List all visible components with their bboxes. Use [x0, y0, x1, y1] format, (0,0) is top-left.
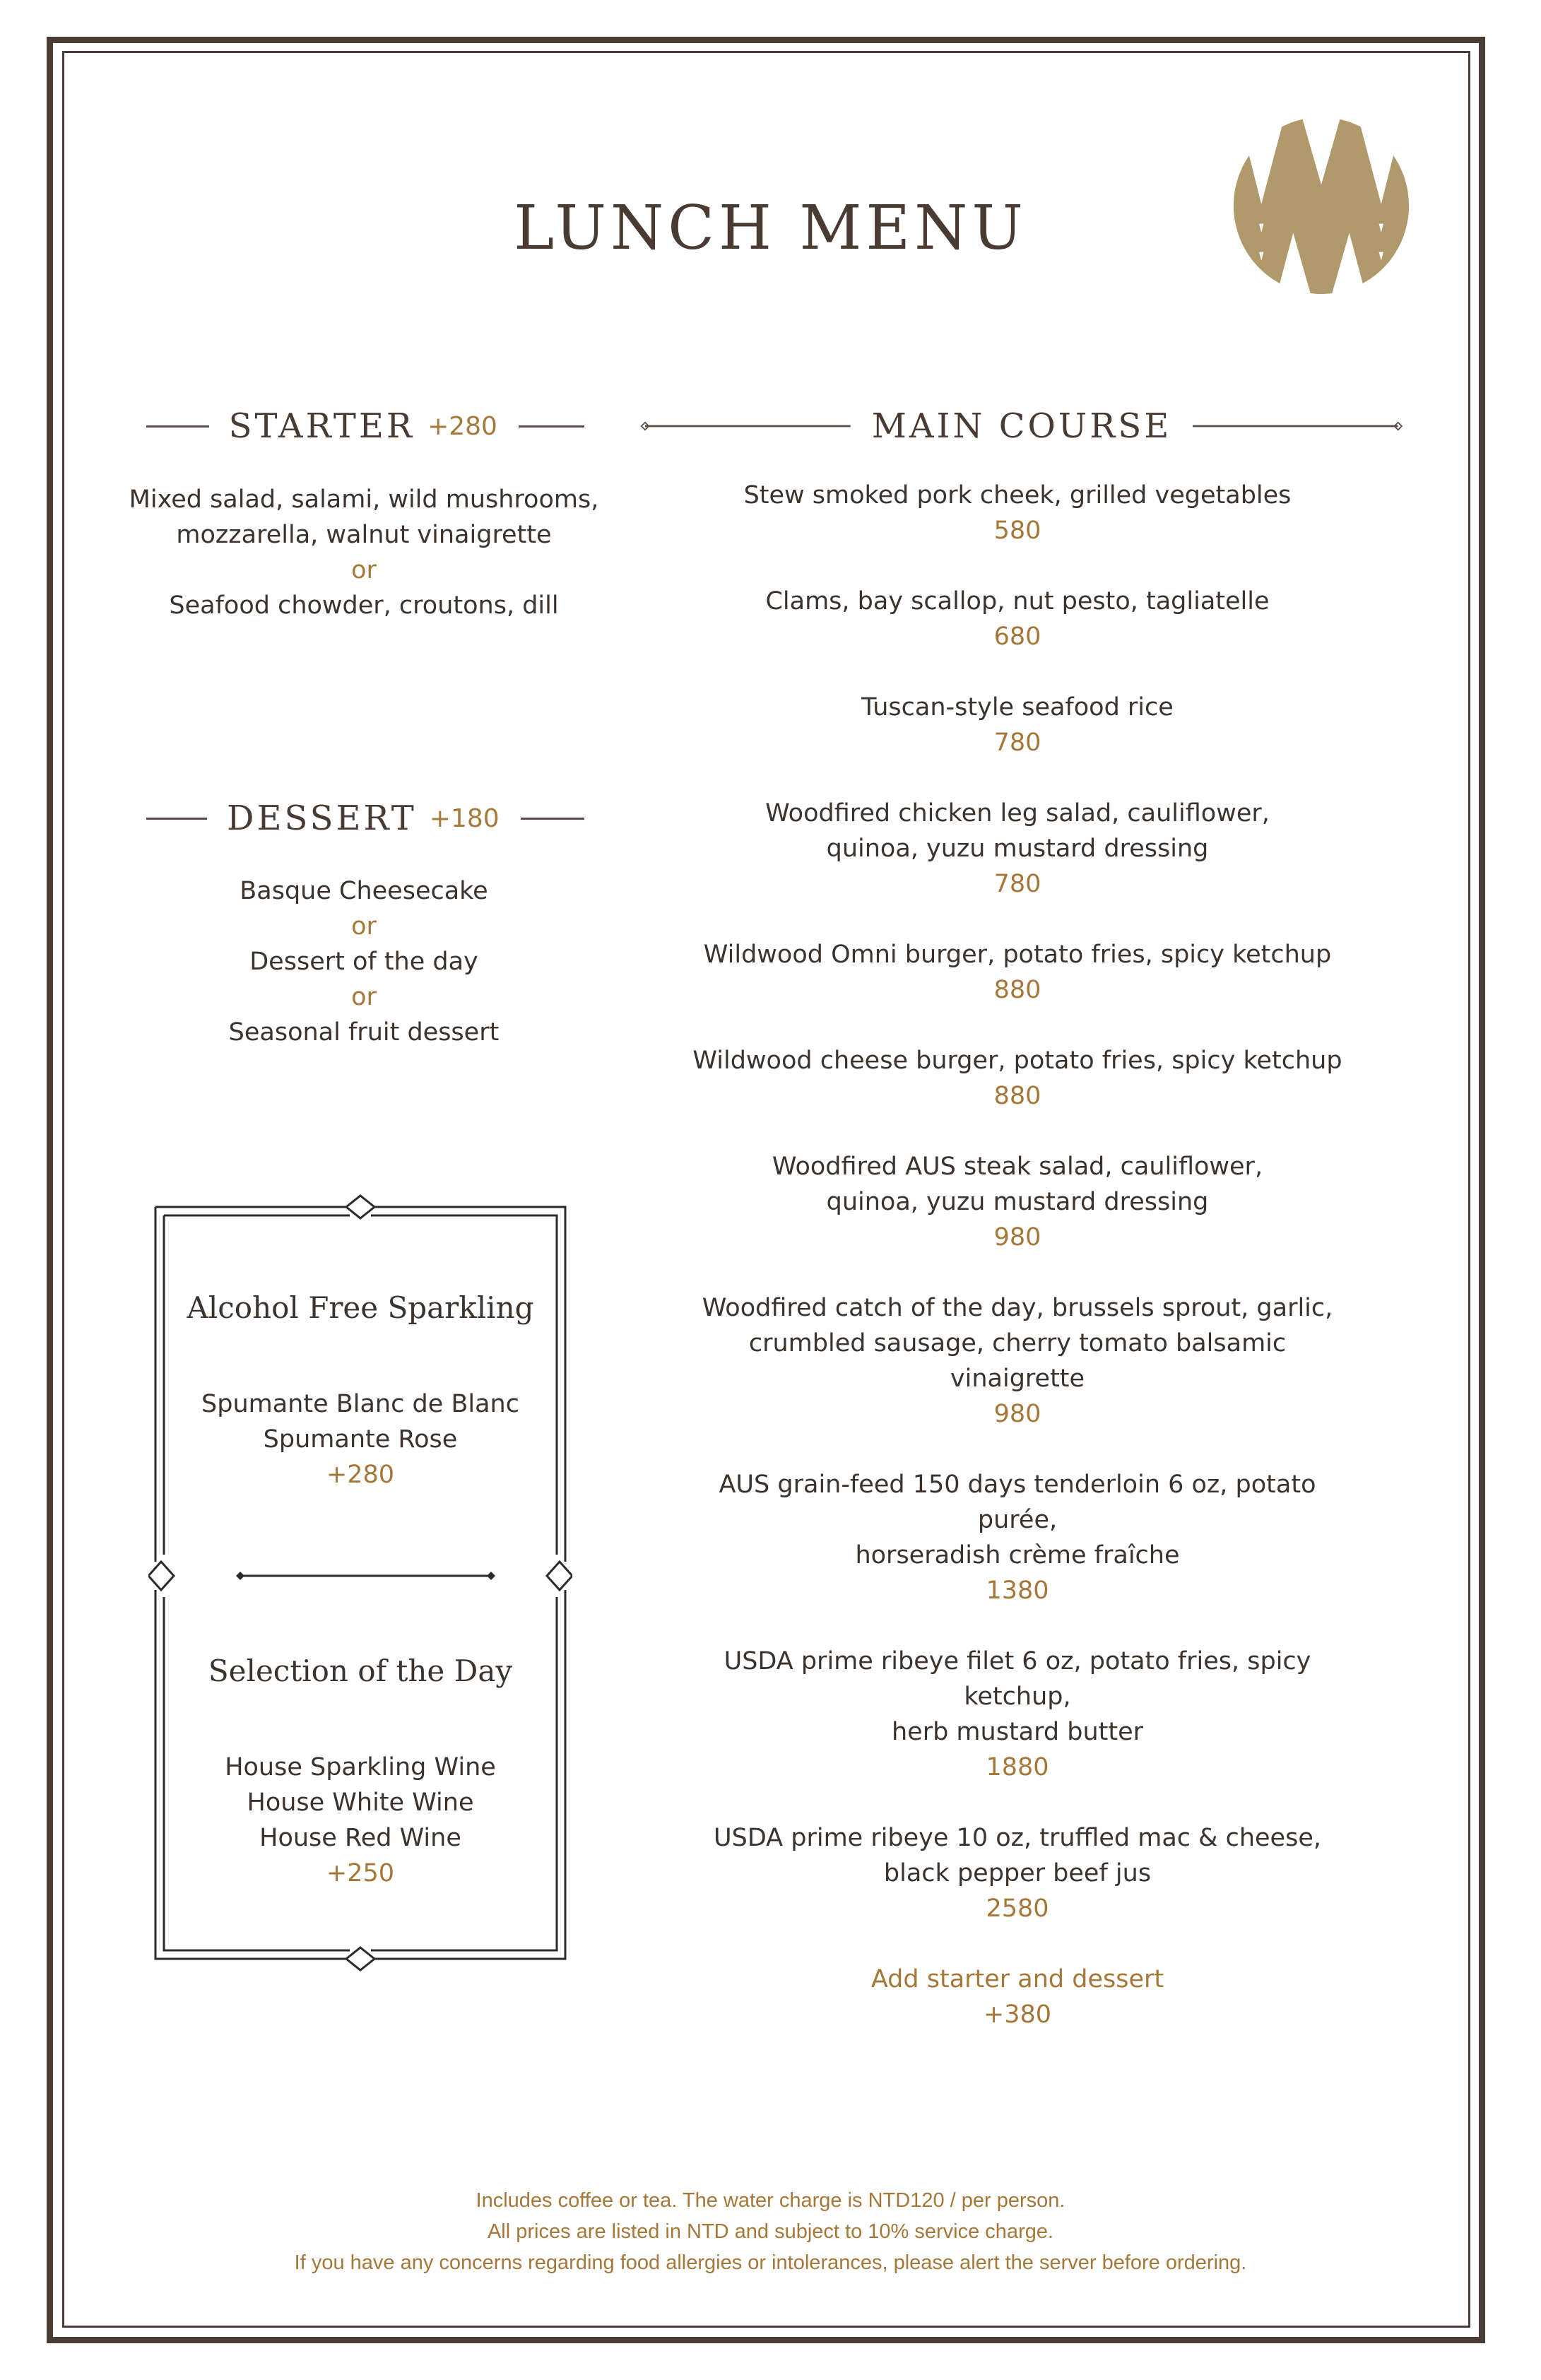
dish-name: Clams, bay scallop, nut pesto, tagliatelle — [765, 587, 1270, 615]
divider-line — [146, 818, 207, 820]
dish-name: Tuscan-style seafood rice — [861, 693, 1174, 721]
dish-name: Woodfired AUS steak salad, cauliflower, — [772, 1153, 1263, 1181]
main-course-heading-label: MAIN COURSE — [871, 406, 1172, 446]
dish-name: Stew smoked pork cheek, grilled vegetables — [743, 481, 1292, 509]
dish-name: herb mustard butter — [891, 1718, 1143, 1746]
drink-item: Spumante Blanc de Blanc — [201, 1390, 519, 1418]
addon-price: +380 — [983, 2001, 1052, 2029]
drink-item: House White Wine — [247, 1789, 474, 1817]
dish-name: AUS grain-feed 150 days tenderloin 6 oz, potato purée, — [719, 1471, 1316, 1534]
dish-name: Woodfired chicken leg salad, cauliflower, — [765, 799, 1270, 827]
dish-price: 880 — [993, 976, 1041, 1004]
footer-note: If you have any concerns regarding food allergies or intolerances, please alert the server before ordering. — [294, 2251, 1247, 2274]
drinks-section-items — [148, 1386, 572, 1492]
starter-heading — [146, 406, 584, 446]
drink-item: House Red Wine — [259, 1824, 461, 1852]
drink-item: House Sparkling Wine — [225, 1753, 496, 1781]
footer-notes — [0, 2185, 1541, 2278]
or-separator: or — [351, 556, 377, 584]
menu-dish — [678, 1644, 1357, 1785]
dish-price: 980 — [993, 1223, 1041, 1251]
menu-dish — [678, 796, 1357, 902]
starter-item: mozzarella, walnut vinaigrette — [176, 521, 552, 549]
dish-price: 580 — [993, 517, 1041, 545]
footer-note: Includes coffee or tea. The water charge is NTD120 / per person. — [476, 2189, 1065, 2212]
dish-name: Wildwood Omni burger, potato fries, spicy ketchup — [703, 941, 1332, 969]
dessert-item: Dessert of the day — [249, 948, 478, 976]
menu-dish — [678, 690, 1357, 760]
footer-note: All prices are listed in NTD and subject to 10% service charge. — [487, 2220, 1054, 2243]
starter-item: Seafood chowder, croutons, dill — [169, 591, 559, 620]
wildwood-w-logo-icon — [1233, 117, 1410, 295]
main-course-heading — [640, 406, 1403, 446]
dish-price: 1380 — [986, 1577, 1049, 1605]
dessert-item: Basque Cheesecake — [240, 877, 488, 905]
dish-name: quinoa, yuzu mustard dressing — [826, 1188, 1209, 1216]
menu-dish — [678, 584, 1357, 654]
menu-dish — [678, 478, 1357, 548]
starter-item: Mixed salad, salami, wild mushrooms, — [129, 485, 599, 514]
menu-dish — [678, 937, 1357, 1008]
menu-dish — [678, 1043, 1357, 1114]
or-separator: or — [351, 912, 377, 941]
dish-name: Wildwood cheese burger, potato fries, spicy ketchup — [692, 1047, 1342, 1075]
dessert-list — [106, 873, 622, 1050]
drinks-section-title: Selection of the Day — [208, 1654, 513, 1688]
dish-name: crumbled sausage, cherry tomato balsamic vinaigrette — [748, 1329, 1287, 1393]
main-course-list — [678, 478, 1357, 2068]
dish-price: 980 — [993, 1400, 1041, 1428]
dish-name: quinoa, yuzu mustard dressing — [826, 835, 1209, 863]
menu-dish — [678, 1290, 1357, 1432]
dish-name: black pepper beef jus — [883, 1859, 1152, 1887]
addon-label: Add starter and dessert — [870, 1965, 1164, 1993]
menu-dish — [678, 1820, 1357, 1926]
dish-price: 880 — [993, 1082, 1041, 1110]
starter-price: +280 — [427, 411, 497, 441]
dish-name: USDA prime ribeye 10 oz, truffled mac & cheese, — [714, 1824, 1321, 1852]
dish-name: Woodfired catch of the day, brussels sprout, garlic, — [702, 1294, 1333, 1322]
divider-line — [146, 425, 209, 428]
dessert-heading — [146, 799, 584, 838]
page-title: LUNCH MENU — [514, 193, 1027, 264]
addon-offer — [678, 1962, 1357, 2032]
dish-price: 2580 — [986, 1895, 1049, 1923]
dish-name: horseradish crème fraîche — [855, 1541, 1180, 1569]
drink-price: +250 — [326, 1859, 395, 1887]
divider-line — [640, 419, 851, 433]
dish-name: USDA prime ribeye filet 6 oz, potato fries, spicy ketchup, — [724, 1647, 1311, 1711]
starter-heading-label: STARTER — [228, 406, 415, 446]
drinks-section-items — [148, 1750, 572, 1891]
menu-dish — [678, 1149, 1357, 1255]
dessert-heading-label: DESSERT — [227, 799, 417, 838]
drink-price: +280 — [326, 1461, 395, 1489]
or-separator: or — [351, 983, 377, 1011]
dish-price: 680 — [993, 623, 1041, 651]
menu-dish — [678, 1467, 1357, 1608]
dish-price: 1880 — [986, 1753, 1049, 1781]
dish-price: 780 — [993, 729, 1041, 757]
dessert-item: Seasonal fruit dessert — [228, 1018, 500, 1047]
divider-line — [1193, 419, 1403, 433]
divider-line — [521, 818, 584, 820]
drink-item: Spumante Rose — [263, 1425, 458, 1454]
dish-price: 780 — [993, 870, 1041, 898]
divider-line — [519, 425, 584, 428]
starter-list — [106, 482, 622, 623]
drinks-section-title: Alcohol Free Sparkling — [187, 1290, 534, 1325]
drinks-box — [148, 1194, 572, 1972]
dessert-price: +180 — [429, 803, 500, 833]
